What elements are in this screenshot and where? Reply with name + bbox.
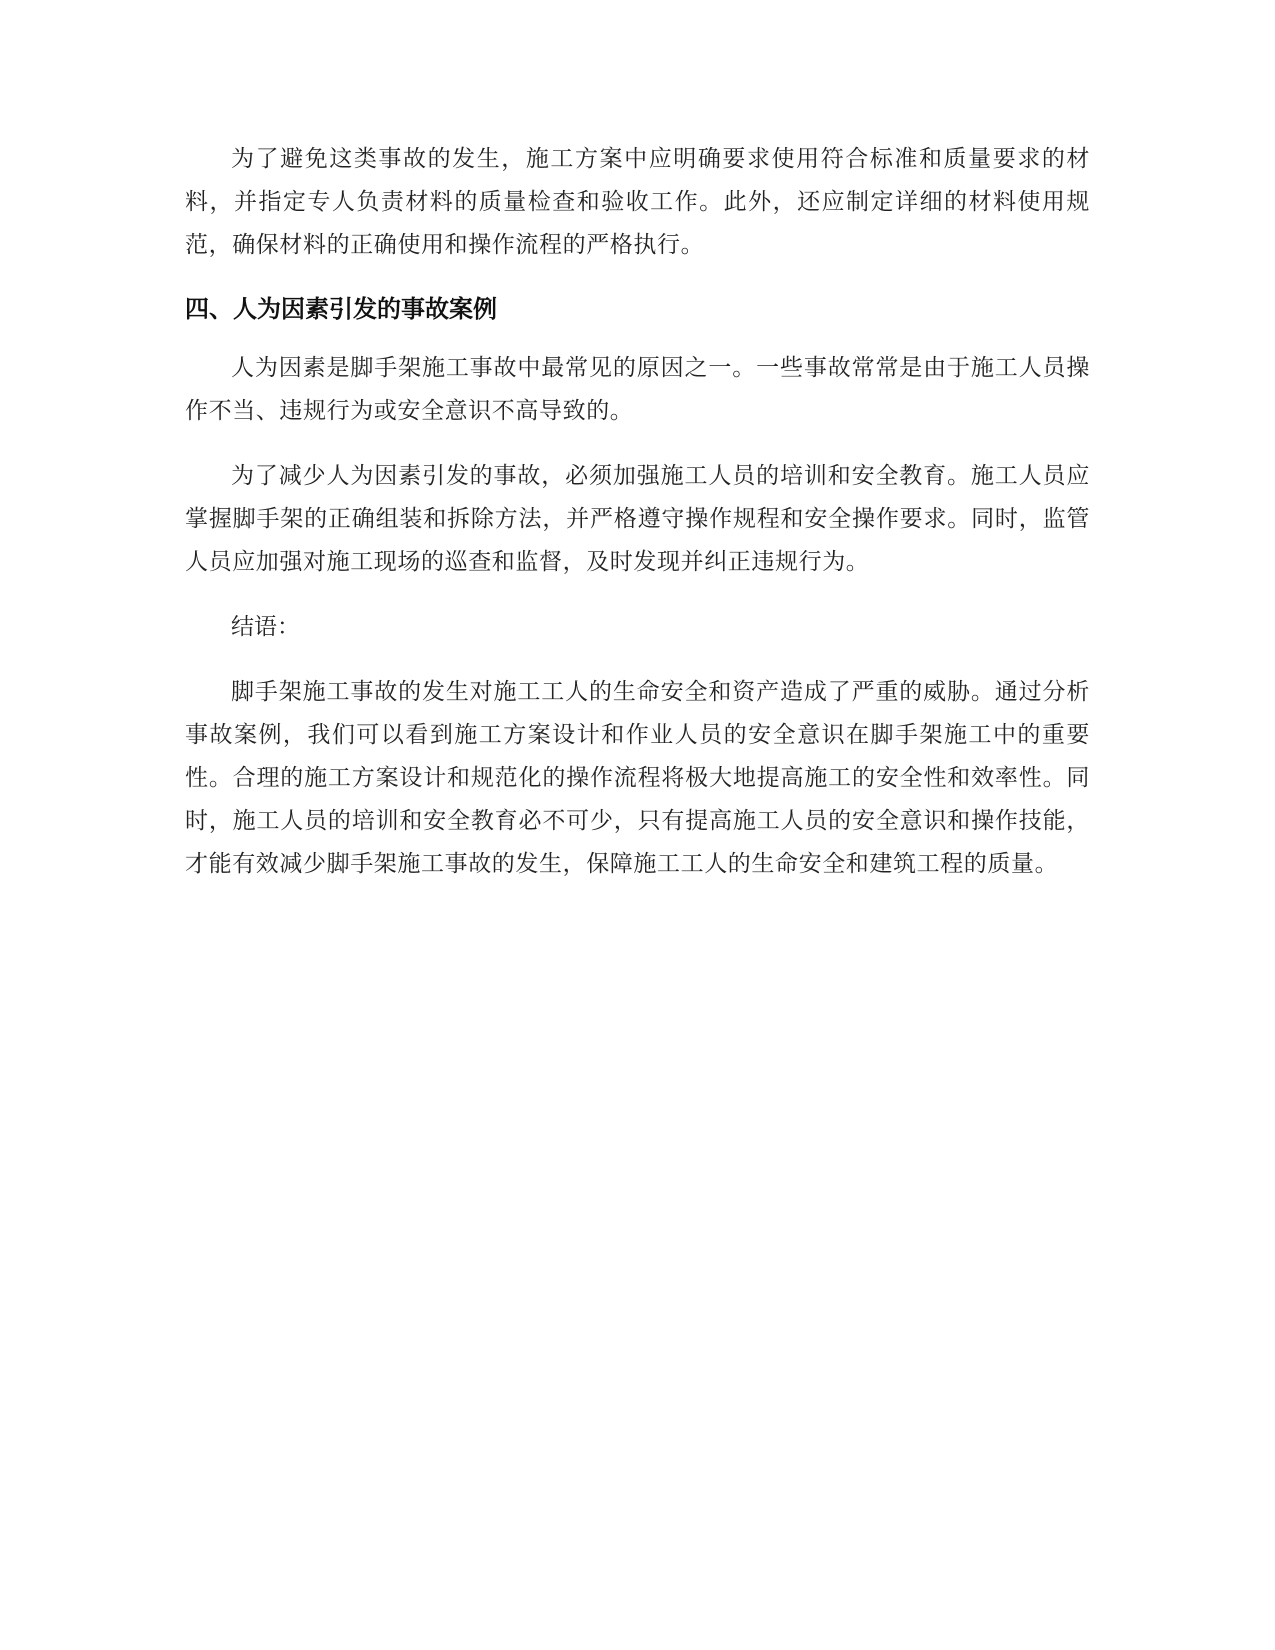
paragraph-conclusion: 脚手架施工事故的发生对施工工人的生命安全和资产造成了严重的威胁。通过分析事故案例，我们可以看到施工方案设计和作业人员的安全意识在脚手架施工中的重要性。合理的施工方案设计和规范化的操作流程将极大地提高施工的安全性和效率性。同时，施工人员的培训和安全教育必不可少，只有提高施工人员的安全意识和操作技能，才能有效减少脚手架施工事故的发生，保障施工工人的生命安全和建筑工程的质量。: [185, 679, 1090, 877]
paragraph-materials: 为了避免这类事故的发生，施工方案中应明确要求使用符合标准和质量要求的材料，并指定专人负责材料的质量检查和验收工作。此外，还应制定详细的材料使用规范，确保材料的正确使用和操作流程的严格执行。: [185, 146, 1090, 258]
paragraph-human-factors-intro: 人为因素是脚手架施工事故中最常见的原因之一。一些事故常常是由于施工人员操作不当、违规行为或安全意识不高导致的。: [185, 355, 1090, 424]
section-heading-human-factors: 四、人为因素引发的事故案例: [185, 295, 497, 323]
conclusion-label: 结语：: [231, 614, 300, 640]
paragraph-human-factors-measures: 为了减少人为因素引发的事故，必须加强施工人员的培训和安全教育。施工人员应掌握脚手架的正确组装和拆除方法，并严格遵守操作规程和安全操作要求。同时，监管人员应加强对施工现场的巡查和监督，及时发现并纠正违规行为。: [185, 463, 1090, 575]
document-page: [185, 138, 1090, 908]
